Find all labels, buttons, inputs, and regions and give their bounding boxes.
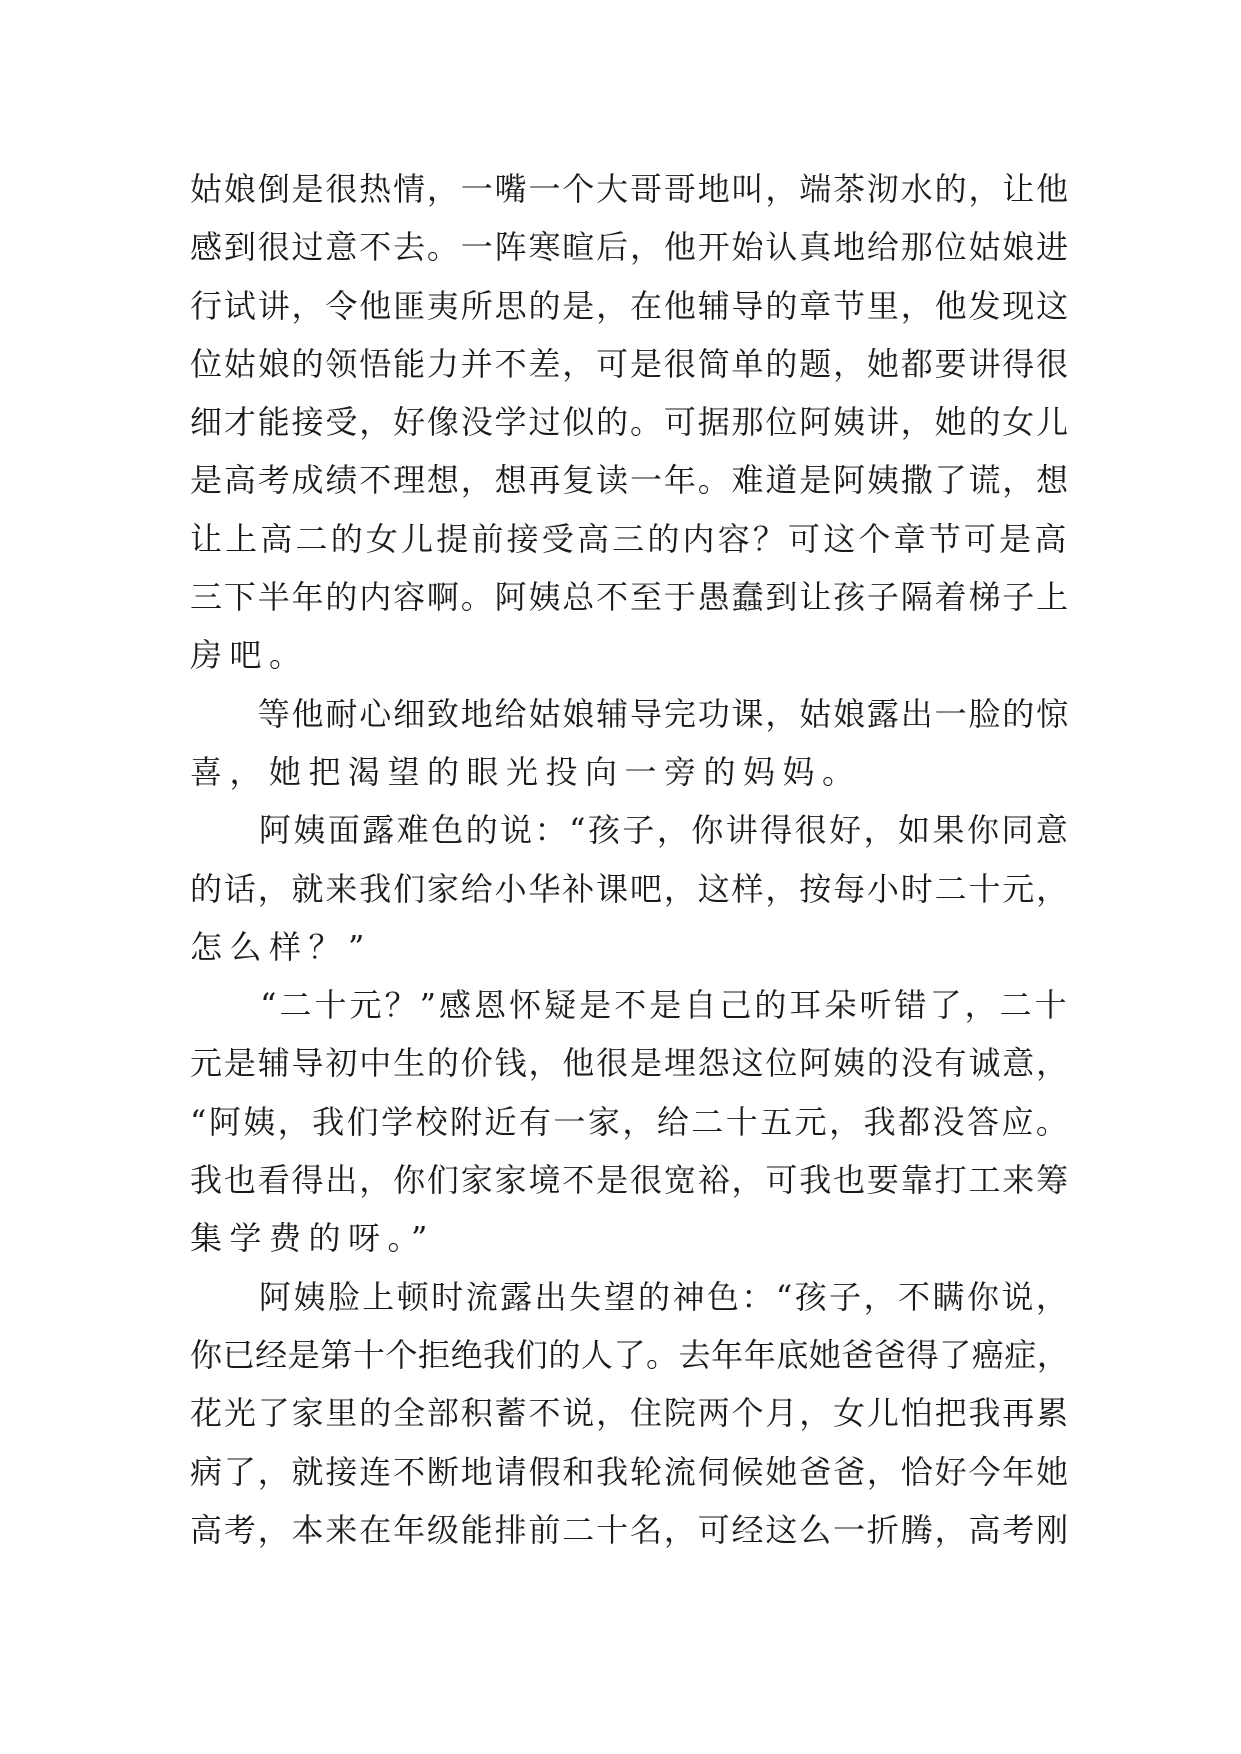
text-line: “二十元？”感恩怀疑是不是自己的耳朵听错了，二十: [190, 986, 1070, 1025]
text-line: 喜，她把渴望的眼光投向一旁的妈妈。: [190, 752, 862, 791]
text-line: 感到很过意不去。一阵寒暄后，他开始认真地给那位姑娘进: [190, 228, 1071, 267]
text-line: 是高考成绩不理想，想再复读一年。难道是阿姨撒了谎，想: [190, 461, 1071, 500]
body-text: [190, 160, 1070, 1559]
text-line: 房吧。: [190, 636, 309, 675]
text-line: “阿姨，我们学校附近有一家，给二十五元，我都没答应。: [190, 1102, 1071, 1141]
text-line: 姑娘倒是很热情，一嘴一个大哥哥地叫，端茶沏水的，让他: [190, 170, 1071, 208]
text-line: 位姑娘的领悟能力并不差，可是很简单的题，她都要讲得很: [190, 344, 1071, 383]
text-line: 行试讲，令他匪夷所思的是，在他辅导的章节里，他发现这: [190, 286, 1071, 325]
text-line: 花光了家里的全部积蓄不说，住院两个月，女儿怕把我再累: [190, 1394, 1071, 1433]
text-line: 病了，就接连不断地请假和我轮流伺候她爸爸，恰好今年她: [190, 1452, 1071, 1491]
text-line: 让上高二的女儿提前接受高三的内容？可这个章节可是高: [190, 519, 1070, 558]
text-line: 阿姨面露难色的说：“孩子，你讲得很好，如果你同意: [190, 811, 1071, 850]
text-line: 怎么样？”: [190, 927, 372, 966]
text-line: 三下半年的内容啊。阿姨总不至于愚蠢到让孩子隔着梯子上: [190, 578, 1071, 617]
text-line: 元是辅导初中生的价钱，他很是埋怨这位阿姨的没有诚意，: [190, 1044, 1071, 1083]
text-line: 高考，本来在年级能排前二十名，可经这么一折腾，高考刚: [190, 1510, 1071, 1549]
text-line: 细才能接受，好像没学过似的。可据那位阿姨讲，她的女儿: [190, 403, 1071, 442]
text-line: 阿姨脸上顿时流露出失望的神色：“孩子，不瞒你说，: [190, 1277, 1071, 1316]
text-line: 集学费的呀。”: [190, 1219, 435, 1258]
text-line: 你已经是第十个拒绝我们的人了。去年年底她爸爸得了癌症，: [190, 1335, 1070, 1374]
text-line: 的话，就来我们家给小华补课吧，这样，按每小时二十元，: [190, 869, 1071, 908]
text-line: 等他耐心细致地给姑娘辅导完功课，姑娘露出一脸的惊: [190, 694, 1071, 733]
text-line: 我也看得出，你们家家境不是很宽裕，可我也要靠打工来筹: [190, 1161, 1071, 1200]
